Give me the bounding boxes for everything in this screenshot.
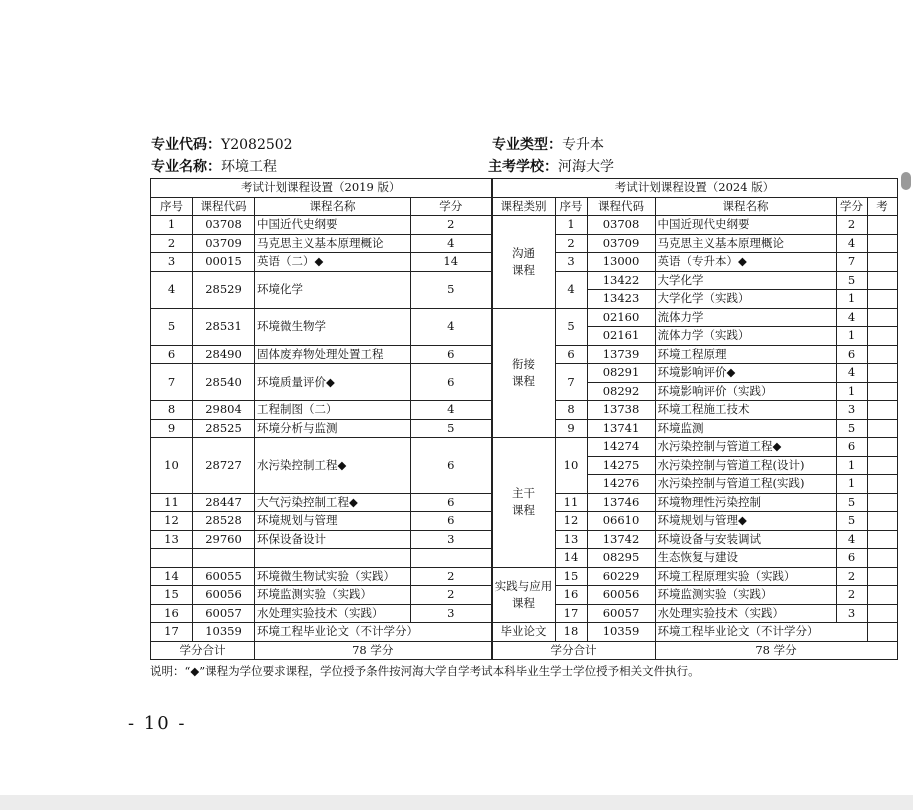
category-label: 毕业论文 — [492, 623, 556, 642]
left-course-name: 中国近代史纲要 — [255, 216, 411, 235]
left-code: 60055 — [193, 567, 255, 586]
right-credit: 2 — [836, 216, 867, 235]
left-no: 2 — [151, 234, 193, 253]
empty-cell — [255, 549, 411, 568]
truncated-cell — [867, 401, 897, 420]
left-credit: 2 — [411, 567, 492, 586]
right-credit: 7 — [836, 253, 867, 272]
truncated-cell — [867, 530, 897, 549]
left-code: 03708 — [193, 216, 255, 235]
empty-cell — [151, 549, 193, 568]
right-code: 60229 — [587, 567, 655, 586]
table-row — [151, 438, 898, 457]
truncated-cell — [867, 271, 897, 290]
column-header: 考 — [867, 197, 897, 216]
right-credit: 4 — [836, 530, 867, 549]
right-course-name: 水处理实验技术（实践） — [655, 604, 836, 623]
truncated-cell — [867, 623, 897, 642]
truncated-cell — [867, 327, 897, 346]
right-course-name: 中国近现代史纲要 — [655, 216, 836, 235]
viewer-bottom-bar — [0, 795, 913, 810]
left-credit: 5 — [411, 419, 492, 438]
right-no: 17 — [555, 604, 587, 623]
right-credit: 5 — [836, 419, 867, 438]
right-credit: 5 — [836, 512, 867, 531]
table-title-row — [151, 179, 898, 198]
truncated-cell — [867, 567, 897, 586]
table-header-row — [151, 197, 898, 216]
right-credit: 6 — [836, 345, 867, 364]
truncated-cell — [867, 382, 897, 401]
truncated-cell — [867, 419, 897, 438]
column-header: 课程名称 — [255, 197, 411, 216]
left-course-name: 环保设备设计 — [255, 530, 411, 549]
truncated-cell — [867, 216, 897, 235]
left-no: 16 — [151, 604, 193, 623]
truncated-cell — [867, 456, 897, 475]
right-code: 13742 — [587, 530, 655, 549]
right-no: 9 — [555, 419, 587, 438]
left-credit: 6 — [411, 493, 492, 512]
empty-cell — [411, 549, 492, 568]
right-code: 60056 — [587, 586, 655, 605]
right-no: 1 — [555, 216, 587, 235]
category-cell — [492, 216, 556, 309]
truncated-cell — [867, 253, 897, 272]
right-code: 03709 — [587, 234, 655, 253]
left-code: 28528 — [193, 512, 255, 531]
column-header: 课程类别 — [492, 197, 556, 216]
left-code: 28531 — [193, 308, 255, 345]
left-course-name: 固体废弃物处理处置工程 — [255, 345, 411, 364]
category-cell — [492, 438, 556, 568]
right-credit: 1 — [836, 475, 867, 494]
column-header: 序号 — [151, 197, 193, 216]
exam-school: 主考学校：河海大学 — [488, 159, 614, 175]
right-credit: 5 — [836, 271, 867, 290]
table-row — [151, 308, 898, 327]
right-credit: 1 — [836, 290, 867, 309]
left-no: 11 — [151, 493, 193, 512]
column-header: 课程名称 — [655, 197, 836, 216]
right-course-name: 流体力学 — [655, 308, 836, 327]
table-row — [151, 567, 898, 586]
left-code: 28490 — [193, 345, 255, 364]
left-code: 28727 — [193, 438, 255, 494]
left-credit: 14 — [411, 253, 492, 272]
right-credit: 3 — [836, 604, 867, 623]
category-label: 实践与应用课程 — [494, 578, 553, 610]
truncated-cell — [867, 549, 897, 568]
right-credit: 3 — [836, 401, 867, 420]
left-course-name: 环境规划与管理 — [255, 512, 411, 531]
left-course-name: 环境监测实验（实践） — [255, 586, 411, 605]
right-course-name: 环境影响评价◆ — [655, 364, 836, 383]
left-total-value: 78 学分 — [255, 641, 492, 660]
right-no: 16 — [555, 586, 587, 605]
right-course-name: 水污染控制与管道工程◆ — [655, 438, 836, 457]
truncated-cell — [867, 604, 897, 623]
right-no: 11 — [555, 493, 587, 512]
right-course-name: 水污染控制与管道工程(实践) — [655, 475, 836, 494]
truncated-cell — [867, 345, 897, 364]
right-code: 13422 — [587, 271, 655, 290]
right-code: 14276 — [587, 475, 655, 494]
right-code: 10359 — [587, 623, 655, 642]
category-cell — [492, 308, 556, 438]
right-course-name: 环境工程施工技术 — [655, 401, 836, 420]
left-course-name: 大气污染控制工程◆ — [255, 493, 411, 512]
left-code: 00015 — [193, 253, 255, 272]
column-header: 课程代码 — [587, 197, 655, 216]
left-credit: 5 — [411, 271, 492, 308]
left-no: 7 — [151, 364, 193, 401]
truncated-cell — [867, 475, 897, 494]
right-code: 13741 — [587, 419, 655, 438]
left-course-name: 英语（二）◆ — [255, 253, 411, 272]
right-course-name: 环境影响评价（实践） — [655, 382, 836, 401]
left-credit: 2 — [411, 586, 492, 605]
left-credit: 6 — [411, 512, 492, 531]
category-label: 沟通课程 — [512, 245, 535, 277]
left-credit: 4 — [411, 401, 492, 420]
right-course-name: 环境设备与安装调试 — [655, 530, 836, 549]
right-no: 10 — [555, 438, 587, 494]
right-course-name: 环境工程毕业论文（不计学分） — [655, 623, 867, 642]
right-code: 03708 — [587, 216, 655, 235]
right-course-name: 环境工程原理实验（实践） — [655, 567, 836, 586]
right-table-title: 考试计划课程设置（2024 版） — [492, 179, 898, 198]
column-header: 序号 — [555, 197, 587, 216]
right-code: 08295 — [587, 549, 655, 568]
right-credit: 2 — [836, 567, 867, 586]
left-course-name: 环境质量评价◆ — [255, 364, 411, 401]
right-no: 4 — [555, 271, 587, 308]
right-credit: 5 — [836, 493, 867, 512]
right-code: 13746 — [587, 493, 655, 512]
right-no: 7 — [555, 364, 587, 401]
truncated-cell — [867, 290, 897, 309]
scrollbar-thumb[interactable] — [901, 172, 911, 190]
truncated-cell — [867, 438, 897, 457]
left-code: 03709 — [193, 234, 255, 253]
major-type: 专业类型：专升本 — [492, 137, 604, 153]
left-no: 4 — [151, 271, 193, 308]
truncated-cell — [867, 308, 897, 327]
column-header: 学分 — [411, 197, 492, 216]
left-course-name: 水污染控制工程◆ — [255, 438, 411, 494]
table-row — [151, 623, 898, 642]
right-no: 5 — [555, 308, 587, 345]
right-code: 14274 — [587, 438, 655, 457]
left-code: 60056 — [193, 586, 255, 605]
left-course-name: 水处理实验技术（实践） — [255, 604, 411, 623]
left-credit: 6 — [411, 438, 492, 494]
left-code: 28525 — [193, 419, 255, 438]
right-total-label: 学分合计 — [492, 641, 656, 660]
right-credit: 4 — [836, 308, 867, 327]
right-course-name: 环境规划与管理◆ — [655, 512, 836, 531]
left-code: 29804 — [193, 401, 255, 420]
left-credit: 4 — [411, 308, 492, 345]
left-credit: 6 — [411, 364, 492, 401]
left-no: 9 — [151, 419, 193, 438]
left-no: 8 — [151, 401, 193, 420]
total-row — [151, 641, 898, 660]
left-code: 28447 — [193, 493, 255, 512]
right-credit: 1 — [836, 382, 867, 401]
left-credit: 3 — [411, 530, 492, 549]
empty-cell — [193, 549, 255, 568]
left-no: 17 — [151, 623, 193, 642]
right-total-value: 78 学分 — [655, 641, 897, 660]
right-code: 08291 — [587, 364, 655, 383]
right-no: 15 — [555, 567, 587, 586]
right-no: 3 — [555, 253, 587, 272]
right-course-name: 环境监测 — [655, 419, 836, 438]
left-course-name: 环境微生物学 — [255, 308, 411, 345]
left-no: 12 — [151, 512, 193, 531]
right-no: 2 — [555, 234, 587, 253]
right-code: 02161 — [587, 327, 655, 346]
left-table-title: 考试计划课程设置（2019 版） — [151, 179, 492, 198]
left-course-name: 环境分析与监测 — [255, 419, 411, 438]
left-code: 28540 — [193, 364, 255, 401]
right-course-name: 生态恢复与建设 — [655, 549, 836, 568]
right-code: 13738 — [587, 401, 655, 420]
left-credit: 4 — [411, 234, 492, 253]
right-course-name: 环境监测实验（实践） — [655, 586, 836, 605]
right-course-name: 大学化学 — [655, 271, 836, 290]
truncated-cell — [867, 234, 897, 253]
category-label: 衔接课程 — [512, 356, 535, 388]
left-course-name: 工程制图（二） — [255, 401, 411, 420]
left-total-label: 学分合计 — [151, 641, 255, 660]
right-code: 13739 — [587, 345, 655, 364]
truncated-cell — [867, 364, 897, 383]
left-no: 15 — [151, 586, 193, 605]
right-course-name: 环境物理性污染控制 — [655, 493, 836, 512]
left-no: 1 — [151, 216, 193, 235]
left-no: 5 — [151, 308, 193, 345]
course-plan-table — [150, 178, 898, 660]
table-row — [151, 216, 898, 235]
truncated-cell — [867, 512, 897, 531]
right-no: 12 — [555, 512, 587, 531]
right-code: 14275 — [587, 456, 655, 475]
right-course-name: 水污染控制与管道工程(设计) — [655, 456, 836, 475]
right-course-name: 流体力学（实践） — [655, 327, 836, 346]
left-course-name: 环境微生物试实验（实践） — [255, 567, 411, 586]
right-credit: 4 — [836, 234, 867, 253]
right-no: 8 — [555, 401, 587, 420]
left-course-name: 环境工程毕业论文（不计学分） — [255, 623, 492, 642]
right-no: 13 — [555, 530, 587, 549]
left-course-name: 马克思主义基本原理概论 — [255, 234, 411, 253]
right-code: 06610 — [587, 512, 655, 531]
major-code: 专业代码：Y2082502 — [151, 137, 293, 153]
left-no: 6 — [151, 345, 193, 364]
right-credit: 1 — [836, 456, 867, 475]
right-credit: 1 — [836, 327, 867, 346]
right-credit: 6 — [836, 549, 867, 568]
left-no: 10 — [151, 438, 193, 494]
column-header: 课程代码 — [193, 197, 255, 216]
column-header: 学分 — [836, 197, 867, 216]
right-credit: 6 — [836, 438, 867, 457]
page-number: - 10 - — [128, 713, 187, 734]
right-code: 13423 — [587, 290, 655, 309]
right-course-name: 马克思主义基本原理概论 — [655, 234, 836, 253]
left-no: 14 — [151, 567, 193, 586]
left-course-name: 环境化学 — [255, 271, 411, 308]
right-no: 6 — [555, 345, 587, 364]
right-code: 60057 — [587, 604, 655, 623]
right-course-name: 环境工程原理 — [655, 345, 836, 364]
left-no: 3 — [151, 253, 193, 272]
category-label: 主干课程 — [512, 486, 535, 518]
left-code: 29760 — [193, 530, 255, 549]
right-no: 14 — [555, 549, 587, 568]
right-no: 18 — [555, 623, 587, 642]
left-code: 28529 — [193, 271, 255, 308]
truncated-cell — [867, 586, 897, 605]
right-credit: 2 — [836, 586, 867, 605]
category-cell — [492, 567, 556, 623]
right-credit: 4 — [836, 364, 867, 383]
right-code: 13000 — [587, 253, 655, 272]
right-code: 08292 — [587, 382, 655, 401]
right-code: 02160 — [587, 308, 655, 327]
left-code: 60057 — [193, 604, 255, 623]
left-code: 10359 — [193, 623, 255, 642]
right-course-name: 大学化学（实践） — [655, 290, 836, 309]
truncated-cell — [867, 493, 897, 512]
left-credit: 6 — [411, 345, 492, 364]
left-no: 13 — [151, 530, 193, 549]
right-course-name: 英语（专升本）◆ — [655, 253, 836, 272]
major-name: 专业名称：环境工程 — [151, 159, 277, 175]
left-credit: 2 — [411, 216, 492, 235]
left-credit: 3 — [411, 604, 492, 623]
footnote: 说明：“◆”课程为学位要求课程，学位授予条件按河海大学自学考试本科毕业生学士学位授予相关文件执行。 — [150, 664, 700, 678]
